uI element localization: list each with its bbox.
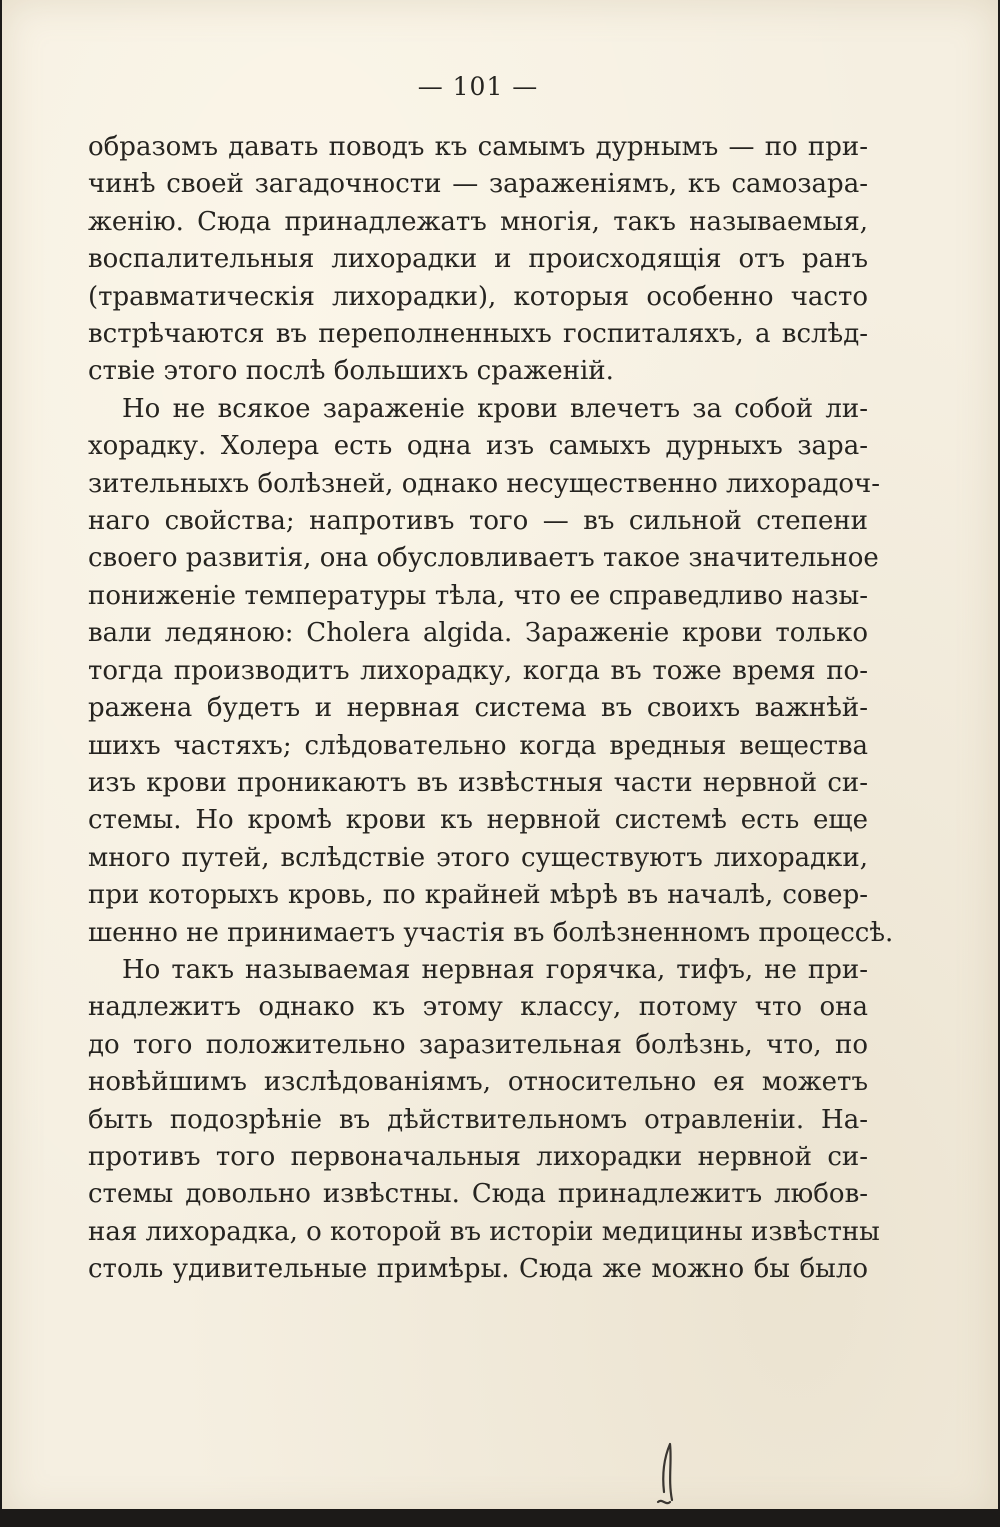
text-line: новѣйшимъ изслѣдованіямъ, относительно ея можетъ — [88, 1067, 868, 1098]
text-line: до того положительно заразительная болѣзнь, что, по — [88, 1029, 868, 1060]
text-line: пониженіе температуры тѣла, что ее справедливо назы- — [88, 580, 868, 611]
text-line: Но не всякое зараженіе крови влечетъ за собой ли- — [122, 393, 868, 424]
text-line: ная лихорадка, о которой въ исторіи медицины извѣстны — [88, 1216, 880, 1247]
body-text — [88, 129, 894, 1289]
text-line: тогда производитъ лихорадку, когда въ тоже время по- — [88, 655, 868, 686]
text-line: ствіе этого послѣ большихъ сраженій. — [88, 356, 614, 387]
text-line: стемы. Но кромѣ крови къ нервной системѣ есть еще — [88, 805, 868, 836]
text-line: шихъ частяхъ; слѣдовательно когда вредныя вещества — [88, 730, 868, 761]
text-line: Но такъ называемая нервная горячка, тифъ, не при- — [122, 954, 868, 985]
text-line: вали ледяною: Cholera algida. Зараженіе крови только — [88, 618, 868, 649]
text-line: (травматическія лихорадки), которыя особенно часто — [88, 281, 868, 312]
paragraph-2 — [88, 391, 894, 952]
paragraph-3 — [88, 952, 880, 1289]
text-line: чинѣ своей загадочности — зараженіямъ, къ самозара- — [88, 169, 868, 200]
text-line: хорадку. Холера есть одна изъ самыхъ дурныхъ зара- — [88, 431, 868, 462]
text-line: образомъ давать поводъ къ самымъ дурнымъ — по при- — [88, 132, 868, 162]
page-number: — 101 — — [417, 72, 539, 101]
text-line: противъ того первоначальныя лихорадки нервной си- — [88, 1141, 868, 1172]
text-line: наго свойства; напротивъ того — въ сильной степени — [88, 506, 868, 537]
text-line: шенно не принимаетъ участія въ болѣзненномъ процессѣ. — [88, 917, 894, 948]
text-line: ражена будетъ и нервная система въ своихъ важнѣй- — [88, 693, 868, 724]
text-line: надлежитъ однако къ этому классу, потому что она — [88, 992, 868, 1023]
text-line: встрѣчаются въ переполненныхъ госпиталяхъ, а вслѣд- — [88, 319, 868, 350]
paragraph-1 — [88, 129, 868, 391]
text-line: зительныхъ болѣзней, однако несущественно лихорадоч- — [88, 468, 880, 499]
text-line: воспалительныя лихорадки и происходящія отъ ранъ — [88, 244, 868, 275]
text-line: стемы довольно извѣстны. Сюда принадлежитъ любов- — [88, 1179, 868, 1210]
text-line: много путей, вслѣдствіе этого существуютъ лихорадки, — [88, 842, 868, 873]
text-line: быть подозрѣніе въ дѣйствительномъ отравленіи. На- — [88, 1104, 868, 1135]
text-line: при которыхъ кровь, по крайней мѣрѣ въ началѣ, совер- — [88, 880, 868, 911]
book-page — [2, 0, 998, 1518]
page-bottom-edge — [2, 1509, 998, 1518]
text-line: изъ крови проникаютъ въ извѣстныя части нервной си- — [88, 767, 868, 798]
pencil-mark-icon — [650, 1440, 682, 1518]
text-line: своего развитія, она обусловливаетъ такое значительное — [88, 543, 879, 574]
text-line: столь удивительные примѣры. Сюда же можно бы было — [88, 1254, 868, 1285]
text-line: женію. Сюда принадлежатъ многія, такъ называемыя, — [88, 206, 868, 237]
